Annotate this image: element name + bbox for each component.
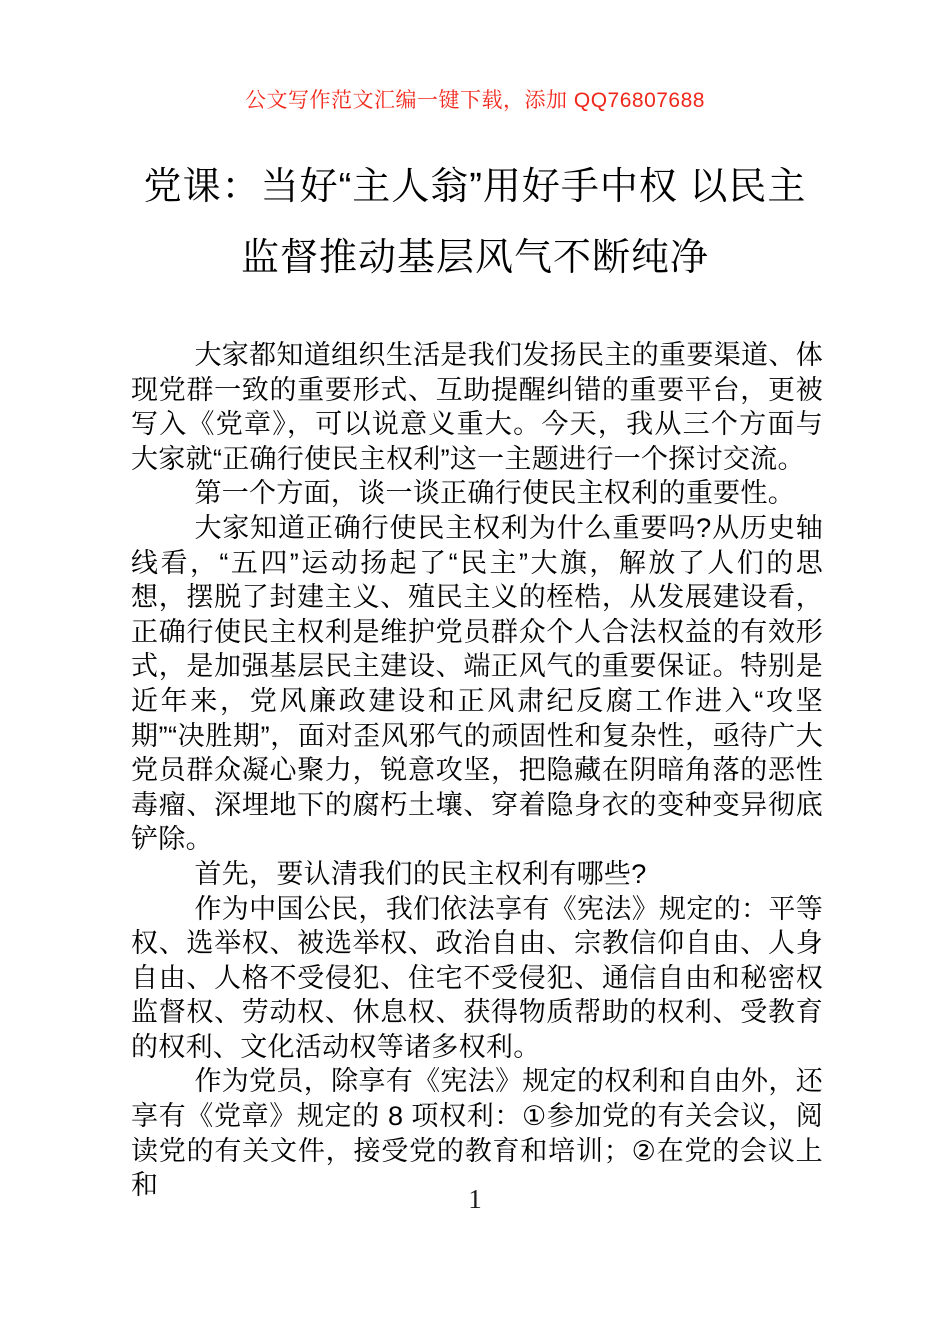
document-title (0, 152, 950, 294)
header-notice: 公文写作范文汇编一键下载，添加 QQ76807688 (245, 89, 705, 112)
paragraph-citizen-rights: 作为中国公民，我们依法享有《宪法》规定的：平等权、选举权、被选举权、政治自由、宗教信仰自由、人身自由、人格不受侵犯、住宅不受侵犯、通信自由和秘密权监督权、劳动权、休息权、获得物质帮助的权利、受教育的权利、文化活动权等诸多权利。 (131, 893, 823, 1062)
document-body (131, 338, 823, 1203)
paragraph-question: 首先，要认清我们的民主权利有哪些? (194, 858, 647, 889)
paragraph-importance: 大家知道正确行使民主权利为什么重要吗?从历史轴线看，“五四”运动扬起了“民主”大旗，解放了人们的思想，摆脱了封建主义、殖民主义的桎梏，从发展建设看，正确行使民主权利是维护党员群众个人合法权益的有效形式，是加强基层民主建设、端正风气的重要保证。特别是近年来，党风廉政建设和正风肃纪反腐工作进入“攻坚期”“决胜期”，面对歪风邪气的顽固性和复杂性，亟待广大党员群众凝心聚力，锐意攻坚，把隐藏在阴暗角落的恶性毒瘤、深埋地下的腐朽土壤、穿着隐身衣的变种变异彻底铲除。 (131, 512, 823, 855)
paragraph-intro: 大家都知道组织生活是我们发扬民主的重要渠道、体现党群一致的重要形式、互助提醒纠错的重要平台，更被写入《党章》，可以说意义重大。今天，我从三个方面与大家就“正确行使民主权利”这一主题进行一个探讨交流。 (131, 340, 823, 474)
title-line-1: 党课：当好“主人翁”用好手中权 以民主 (143, 166, 807, 208)
page-number: 1 (468, 1184, 482, 1214)
paragraph-section-one-heading: 第一个方面，谈一谈正确行使民主权利的重要性。 (194, 478, 796, 509)
paragraph-party-member-rights: 作为党员，除享有《宪法》规定的权利和自由外，还享有《党章》规定的 8 项权利：①参加党的有关会议，阅读党的有关文件，接受党的教育和培训；②在党的会议上和 (131, 1066, 823, 1201)
title-line-2: 监督推动基层风气不断纯净 (240, 237, 709, 279)
